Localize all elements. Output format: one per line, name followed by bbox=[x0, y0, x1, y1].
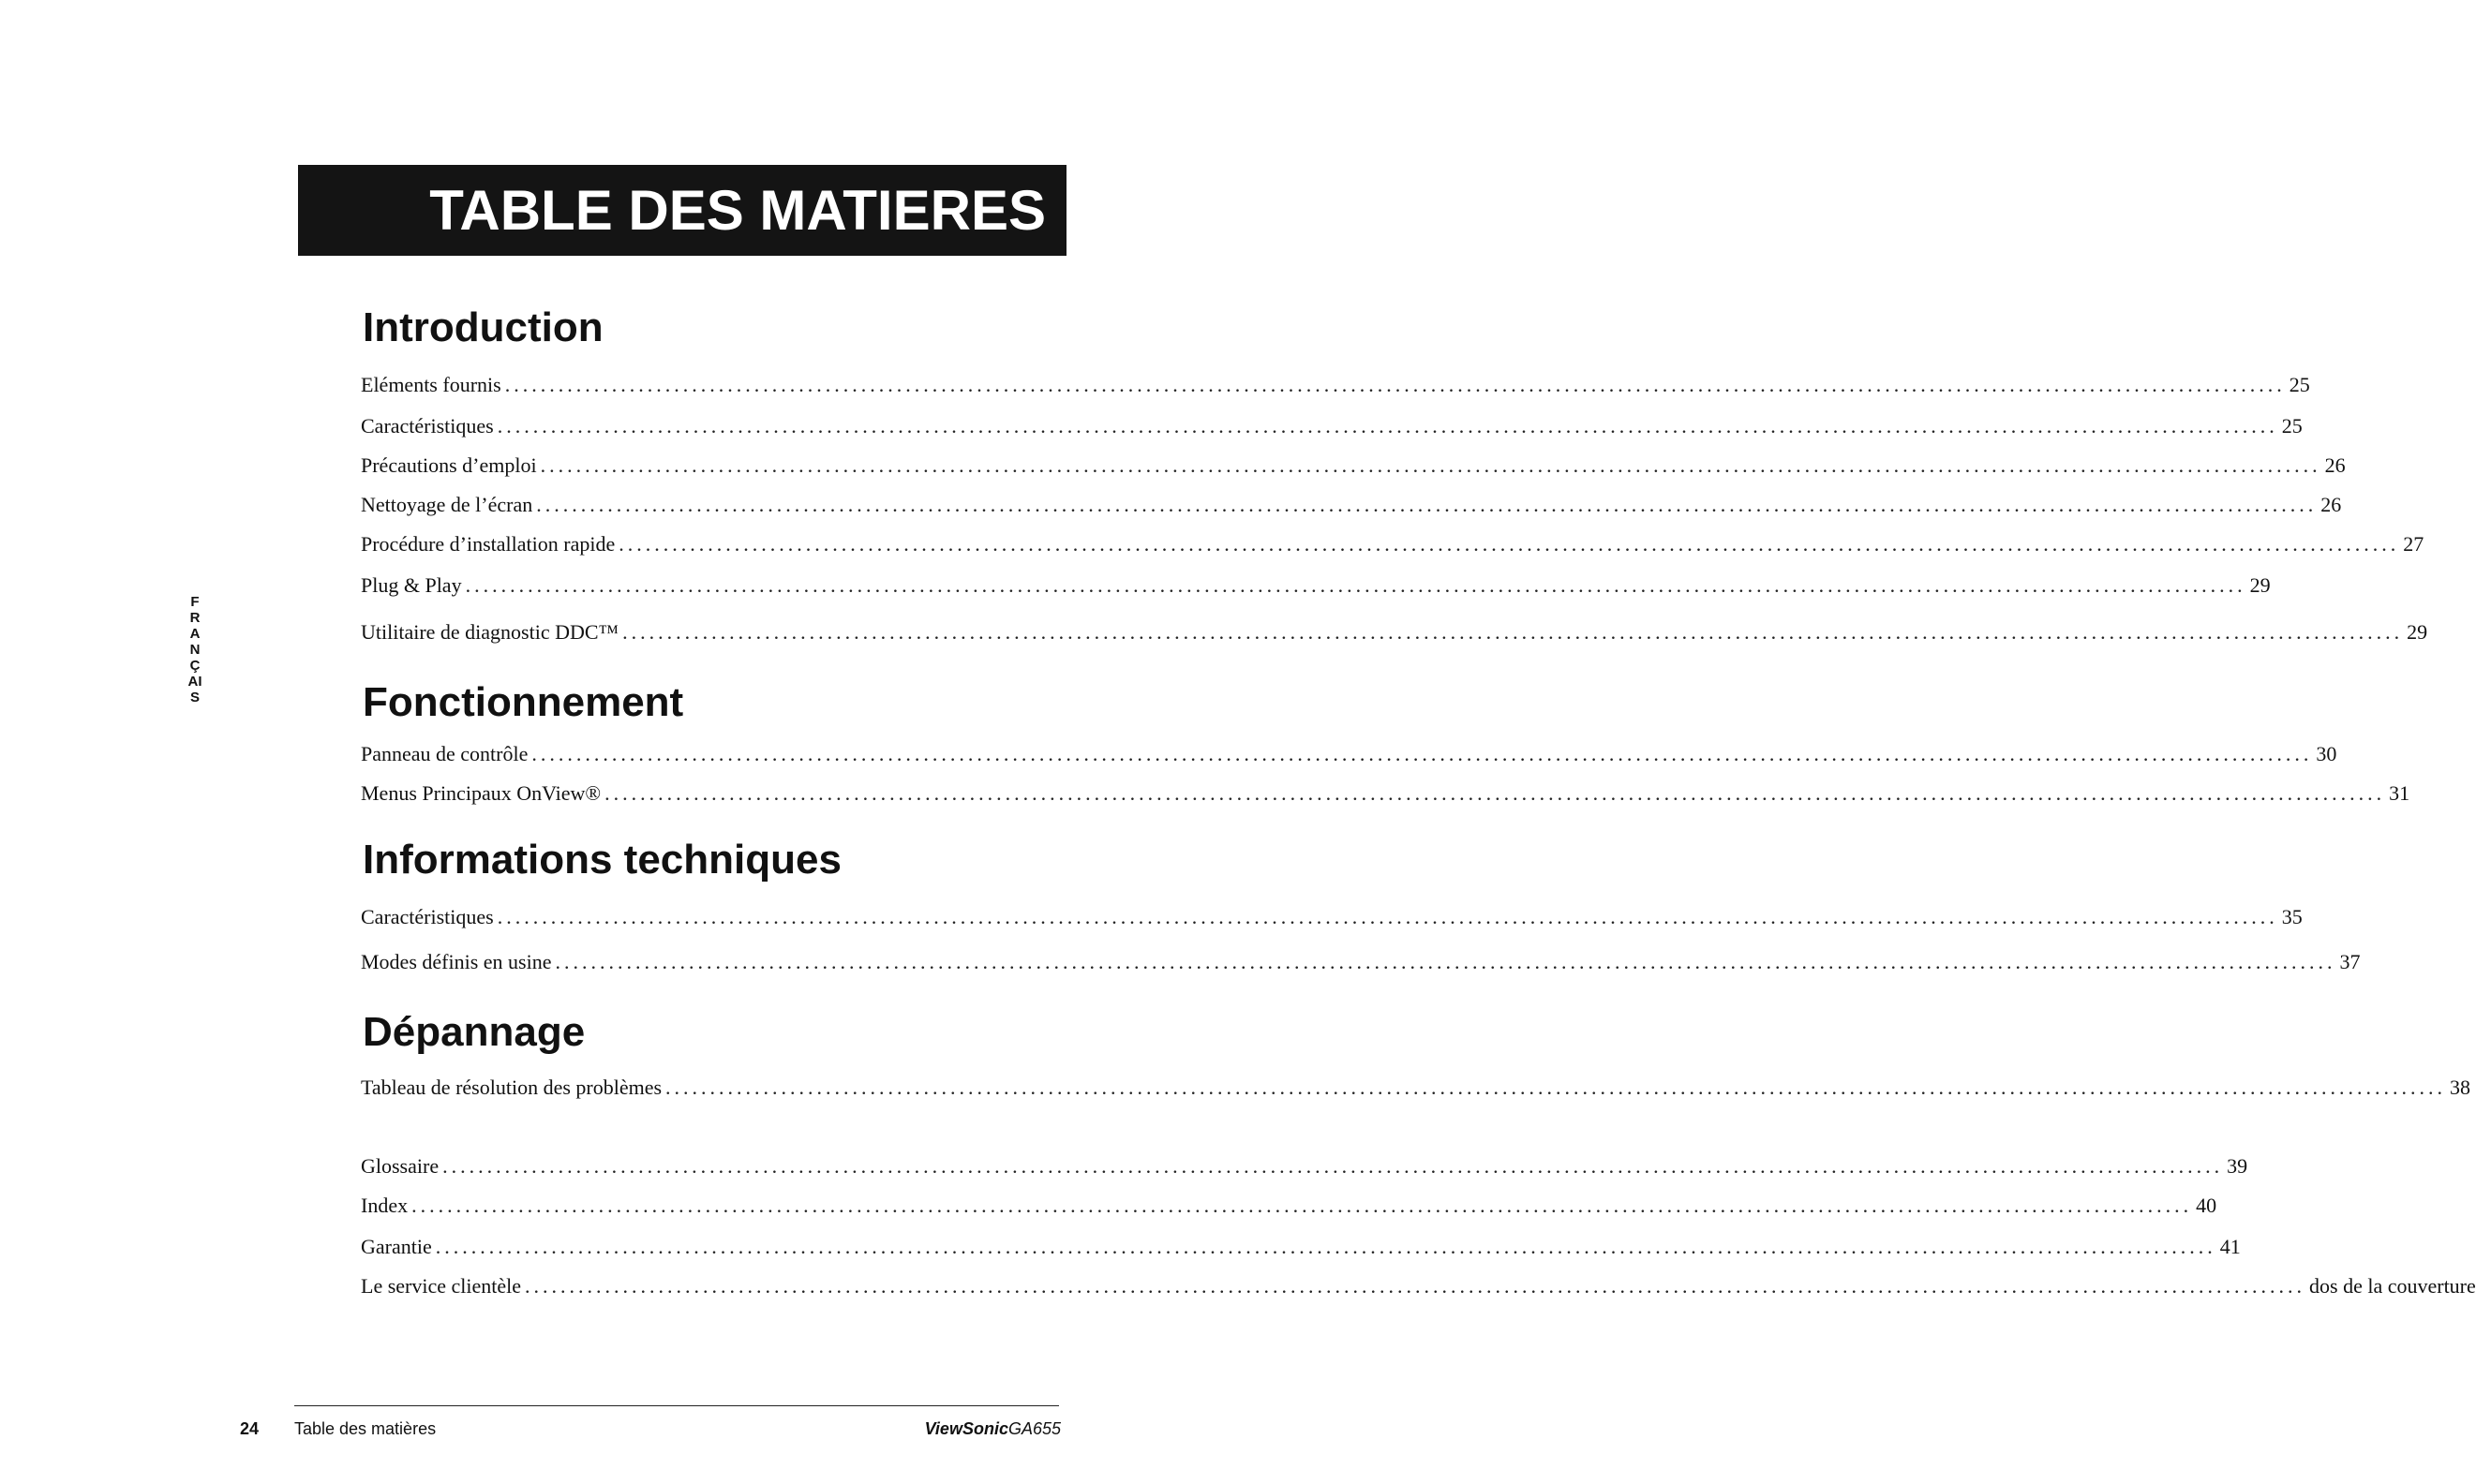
toc-entry[interactable] bbox=[361, 1154, 2248, 1180]
dot-leader: ........................................................................................................................................................................................................ bbox=[435, 1235, 2216, 1258]
toc-entry[interactable] bbox=[361, 620, 2428, 646]
toc-entry-page: 25 bbox=[2281, 414, 2303, 438]
toc-entry-page: 39 bbox=[2227, 1154, 2248, 1178]
dot-leader: ........................................................................................................................................................................................................ bbox=[604, 781, 2386, 805]
toc-entry[interactable] bbox=[361, 1235, 2241, 1261]
dot-leader: ........................................................................................................................................................................................................ bbox=[540, 453, 2321, 477]
toc-entry-page: 26 bbox=[2324, 453, 2346, 477]
dot-leader: ........................................................................................................................................................................................................ bbox=[619, 532, 2400, 556]
section-heading-introduction: Introduction bbox=[363, 304, 604, 350]
toc-entry-page: 37 bbox=[2339, 950, 2361, 973]
dot-leader: ........................................................................................................................................................................................................ bbox=[504, 373, 2286, 396]
toc-entry[interactable] bbox=[361, 905, 2303, 931]
toc-entry-label: Menus Principaux OnView® bbox=[361, 781, 602, 805]
language-tab: FRANÇAIS bbox=[187, 594, 202, 705]
toc-entry[interactable] bbox=[361, 781, 2410, 808]
toc-entry-page: dos de la couverture bbox=[2309, 1274, 2476, 1298]
toc-entry[interactable] bbox=[361, 1194, 2217, 1220]
footer-brand-name: ViewSonic bbox=[924, 1419, 1008, 1438]
section-heading-informations-techniques: Informations techniques bbox=[363, 837, 842, 883]
toc-entry-label: Caractéristiques bbox=[361, 414, 494, 438]
toc-entry-label: Index bbox=[361, 1194, 409, 1217]
toc-entry[interactable] bbox=[361, 414, 2303, 440]
dot-leader: ........................................................................................................................................................................................................ bbox=[465, 573, 2246, 597]
toc-entry-label: Panneau de contrôle bbox=[361, 742, 529, 765]
toc-entry[interactable] bbox=[361, 453, 2346, 480]
toc-entry-page: 30 bbox=[2316, 742, 2337, 765]
footer-divider bbox=[294, 1405, 1059, 1406]
toc-entry-page: 38 bbox=[2450, 1076, 2471, 1099]
toc-entry[interactable] bbox=[361, 532, 2424, 558]
section-heading-depannage: Dépannage bbox=[363, 1009, 586, 1055]
toc-entry-page: 31 bbox=[2389, 781, 2410, 805]
toc-entry[interactable] bbox=[361, 1274, 2476, 1300]
toc-entry-page: 29 bbox=[2407, 620, 2428, 644]
toc-entry[interactable] bbox=[361, 493, 2342, 519]
footer-page-number: 24 bbox=[240, 1419, 260, 1438]
title-banner bbox=[298, 165, 1066, 256]
toc-entry-label: Garantie bbox=[361, 1235, 432, 1258]
dot-leader: ........................................................................................................................................................................................................ bbox=[665, 1076, 2447, 1099]
toc-entry-label: Nettoyage de l’écran bbox=[361, 493, 533, 516]
section-heading-fonctionnement: Fonctionnement bbox=[363, 679, 684, 725]
dot-leader: ........................................................................................................................................................................................................ bbox=[497, 905, 2278, 928]
dot-leader: ........................................................................................................................................................................................................ bbox=[536, 493, 2318, 516]
toc-entry-label: Précautions d’emploi bbox=[361, 453, 537, 477]
toc-entry-label: Modes définis en usine bbox=[361, 950, 552, 973]
toc-entry[interactable] bbox=[361, 742, 2337, 768]
page-title: TABLE DES MATIERES bbox=[429, 179, 1046, 242]
toc-entry-label: Glossaire bbox=[361, 1154, 440, 1178]
toc-entry-page: 27 bbox=[2403, 532, 2424, 556]
dot-leader: ........................................................................................................................................................................................................ bbox=[411, 1194, 2193, 1217]
toc-entry-label: Le service clientèle bbox=[361, 1274, 522, 1298]
toc-entry-label: Caractéristiques bbox=[361, 905, 494, 928]
footer-section-title: Table des matières bbox=[294, 1419, 437, 1438]
toc-entry[interactable] bbox=[361, 373, 2310, 399]
toc-entry-page: 29 bbox=[2249, 573, 2271, 597]
toc-entry-label: Procédure d’installation rapide bbox=[361, 532, 616, 556]
toc-entry-page: 25 bbox=[2289, 373, 2310, 396]
toc-entry-page: 40 bbox=[2196, 1194, 2217, 1217]
toc-entry[interactable] bbox=[361, 1076, 2471, 1102]
dot-leader: ........................................................................................................................................................................................................ bbox=[525, 1274, 2306, 1298]
toc-entry-page: 35 bbox=[2281, 905, 2303, 928]
toc-entry-label: Tableau de résolution des problèmes bbox=[361, 1076, 663, 1099]
footer-brand bbox=[925, 1419, 1061, 1439]
toc-entry-label: Utilitaire de diagnostic DDC™ bbox=[361, 620, 619, 644]
toc-entry-page: 41 bbox=[2219, 1235, 2241, 1258]
toc-entry-page: 26 bbox=[2320, 493, 2342, 516]
toc-entry[interactable] bbox=[361, 573, 2271, 600]
footer-model: GA655 bbox=[1007, 1419, 1061, 1438]
dot-leader: ........................................................................................................................................................................................................ bbox=[622, 620, 2404, 644]
toc-entry-label: Eléments fournis bbox=[361, 373, 501, 396]
toc-entry-label: Plug & Play bbox=[361, 573, 462, 597]
dot-leader: ........................................................................................................................................................................................................ bbox=[497, 414, 2278, 438]
dot-leader: ........................................................................................................................................................................................................ bbox=[555, 950, 2336, 973]
dot-leader: ........................................................................................................................................................................................................ bbox=[531, 742, 2313, 765]
dot-leader: ........................................................................................................................................................................................................ bbox=[442, 1154, 2224, 1178]
toc-entry[interactable] bbox=[361, 950, 2361, 976]
